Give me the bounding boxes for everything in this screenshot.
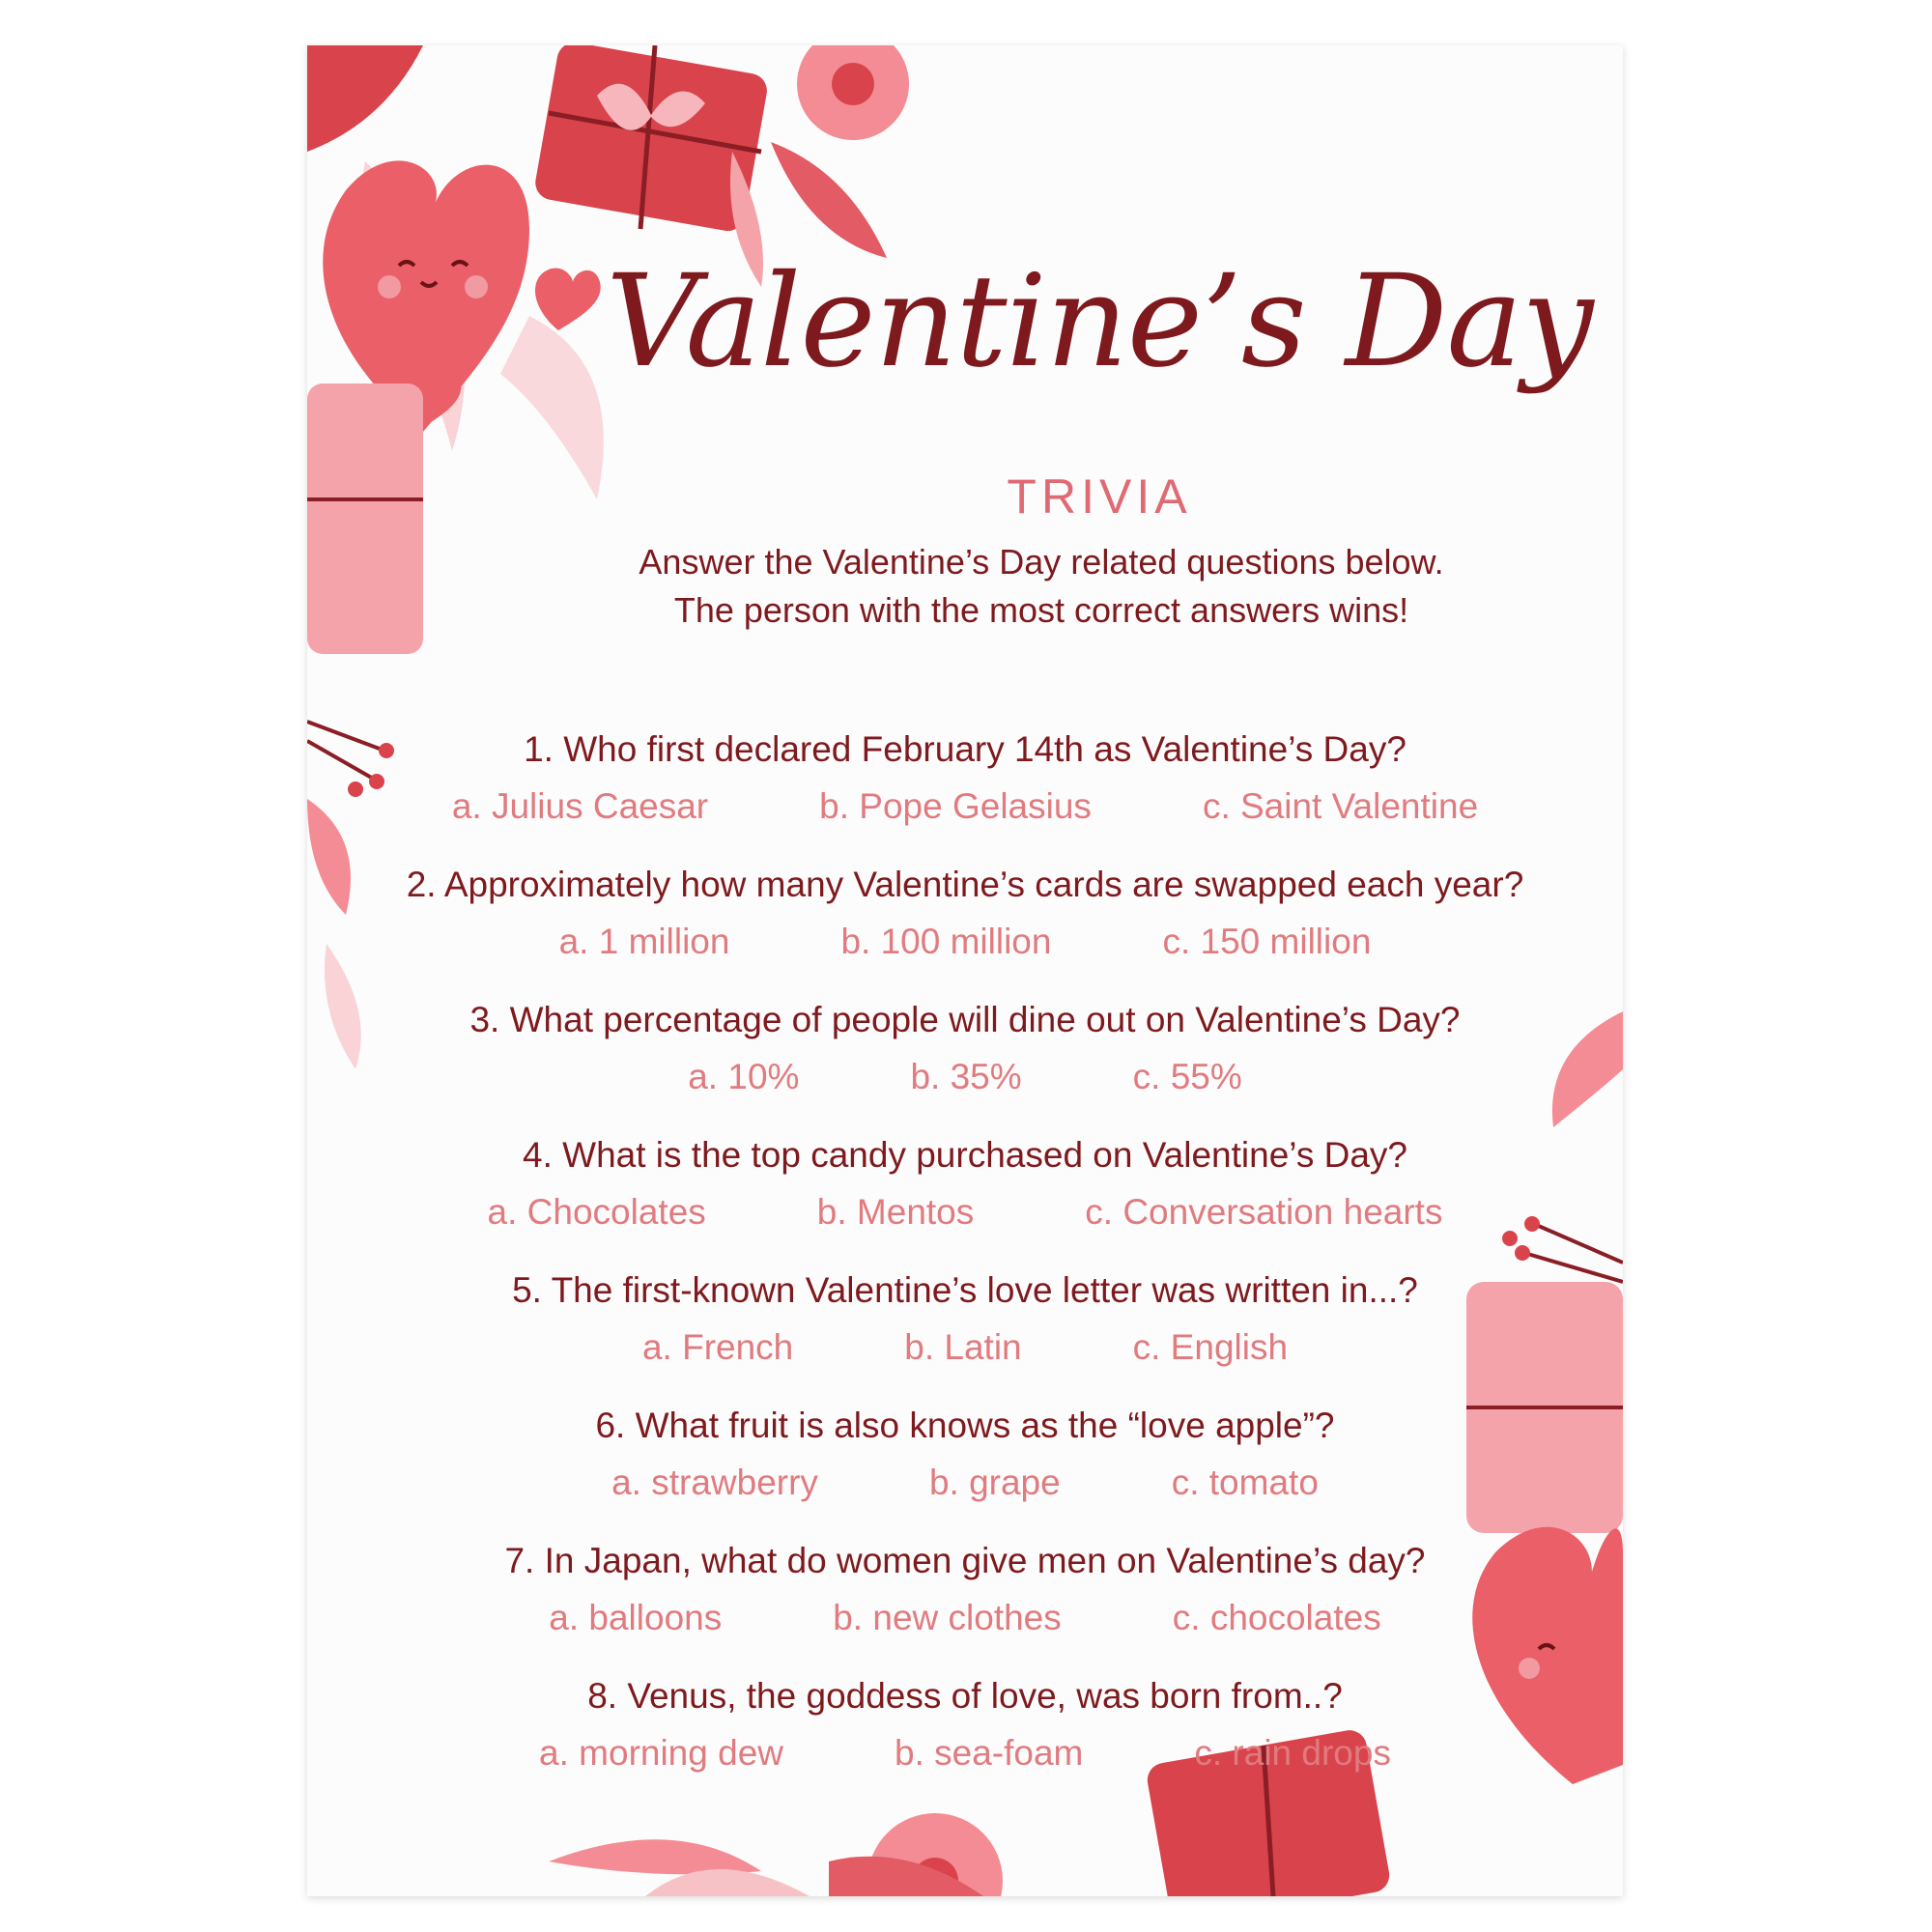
flower-icon bbox=[797, 45, 909, 140]
answer-options bbox=[307, 913, 1623, 971]
option-a: a. French bbox=[641, 1327, 794, 1367]
answer-options bbox=[307, 1048, 1623, 1106]
question-text: 2. Approximately how many Valentine’s cards are swapped each year? bbox=[406, 865, 1524, 904]
option-b: b. 35% bbox=[910, 1057, 1022, 1096]
trivia-card bbox=[307, 45, 1623, 1896]
question-3 bbox=[307, 992, 1623, 1127]
option-b: b. grape bbox=[928, 1463, 1061, 1502]
option-a: a. Julius Caesar bbox=[451, 786, 709, 826]
question-text: 6. What fruit is also knows as the “love apple”? bbox=[595, 1406, 1335, 1445]
page-subtitle: TRIVIA bbox=[1007, 469, 1192, 524]
question-8 bbox=[307, 1668, 1623, 1804]
question-2 bbox=[307, 857, 1623, 992]
question-4 bbox=[307, 1127, 1623, 1263]
answer-options bbox=[307, 1319, 1623, 1377]
question-list bbox=[307, 722, 1623, 1804]
option-a: a. 1 million bbox=[558, 922, 730, 961]
option-a: a. Chocolates bbox=[487, 1192, 706, 1232]
question-text: 8. Venus, the goddess of love, was born from..? bbox=[587, 1676, 1343, 1716]
answer-options bbox=[307, 1183, 1623, 1241]
option-a: a. balloons bbox=[549, 1598, 723, 1637]
question-text: 5. The first-known Valentine’s love letter was written in...? bbox=[512, 1270, 1418, 1310]
option-b: b. Latin bbox=[904, 1327, 1022, 1367]
instructions-line-1: Answer the Valentine’s Day related questions below. bbox=[639, 542, 1444, 582]
option-b: b. sea-foam bbox=[895, 1733, 1084, 1773]
question-6 bbox=[307, 1398, 1623, 1533]
answer-options bbox=[307, 1454, 1623, 1512]
question-text: 4. What is the top candy purchased on Valentine’s Day? bbox=[523, 1135, 1407, 1175]
option-b: b. 100 million bbox=[840, 922, 1052, 961]
option-b: b. Pope Gelasius bbox=[819, 786, 1092, 826]
question-1 bbox=[307, 722, 1623, 857]
pink-gift-icon bbox=[307, 384, 423, 654]
answer-options bbox=[307, 1724, 1623, 1782]
option-c: c. rain drops bbox=[1194, 1733, 1391, 1773]
option-a: a. morning dew bbox=[539, 1733, 783, 1773]
option-c: c. English bbox=[1132, 1327, 1289, 1367]
question-text: 3. What percentage of people will dine out on Valentine’s Day? bbox=[469, 1000, 1461, 1039]
question-7 bbox=[307, 1533, 1623, 1668]
instructions-line-2: The person with the most correct answers wins! bbox=[673, 590, 1409, 630]
instructions bbox=[462, 538, 1621, 635]
option-c: c. chocolates bbox=[1172, 1598, 1381, 1637]
answer-options bbox=[307, 778, 1623, 836]
question-5 bbox=[307, 1263, 1623, 1398]
option-a: a. 10% bbox=[688, 1057, 800, 1096]
option-c: c. Saint Valentine bbox=[1202, 786, 1479, 826]
page-title: Valentine’s Day bbox=[606, 247, 1593, 396]
option-a: a. strawberry bbox=[611, 1463, 818, 1502]
option-b: b. Mentos bbox=[816, 1192, 975, 1232]
question-text: 7. In Japan, what do women give men on Valentine’s day? bbox=[504, 1541, 1426, 1580]
answer-options bbox=[307, 1589, 1623, 1647]
option-c: c. 150 million bbox=[1162, 922, 1372, 961]
option-c: c. 55% bbox=[1132, 1057, 1242, 1096]
option-b: b. new clothes bbox=[833, 1598, 1062, 1637]
question-text: 1. Who first declared February 14th as Valentine’s Day? bbox=[524, 729, 1406, 769]
option-c: c. Conversation hearts bbox=[1085, 1192, 1443, 1232]
option-c: c. tomato bbox=[1171, 1463, 1319, 1502]
